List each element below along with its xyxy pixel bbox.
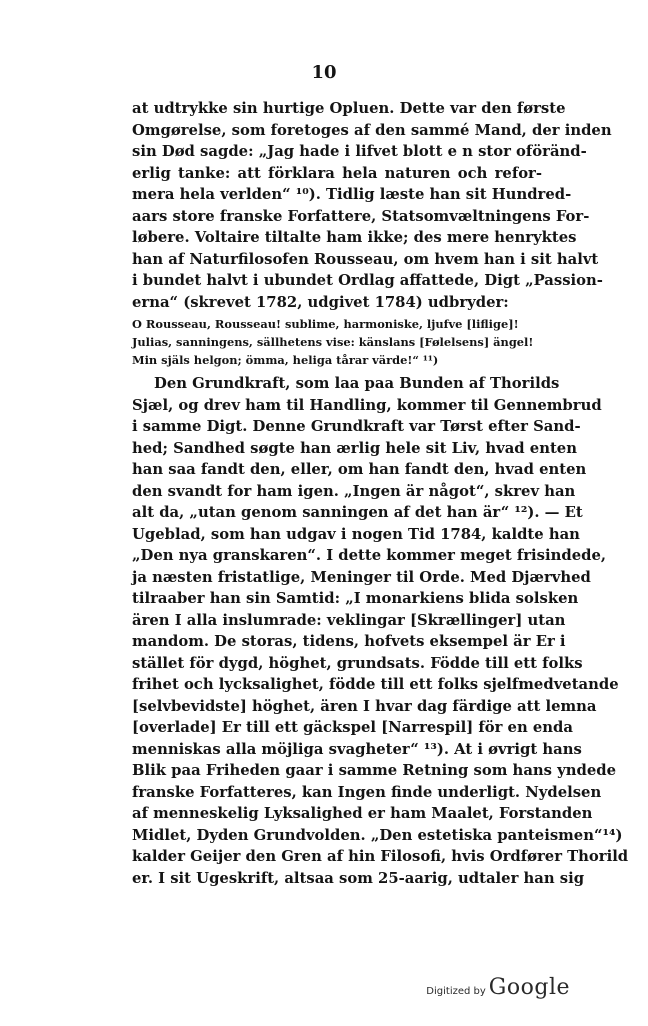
text-line: den svandt for ham igen. „Ingen är något“, skrev han [132,482,576,500]
text-line: [overlade] Er till ett gäckspel [Narrespil] för en enda [132,719,573,736]
text-line: Blik paa Friheden gaar i samme Retning som hans yndede [132,762,617,779]
quote-line: O Rousseau, Rousseau! sublime, harmoniske, ljufve [liflige]! [132,317,519,331]
quote-line: Julias, sanningens, sällhetens vise: känslans [Følelsens] ängel! [132,335,534,349]
google-logo: Google [488,975,570,1000]
text-line: menniskas alla möjliga svagheter“ ¹³). At i øvrigt hans [132,740,582,758]
text-line: [selvbevidste] höghet, ären I hvar dag färdige att lemna [132,697,597,715]
text-line: tilraaber han sin Samtid: „I monarkiens blida solsken [132,590,579,607]
text-line: Omgørelse, som foretoges af den sammé Mand, der inden [132,121,612,139]
text-line: han af Naturfilosofen Rousseau, om hvem han i sit halvt [132,250,599,268]
text-line: stället för dygd, höghet, grundsats. Födde till ett folks [132,654,583,672]
text-line: af menneskelig Lyksalighed er ham Maalet, Forstanden [132,805,593,822]
page-number: 10 [311,62,337,83]
paragraph-1 [132,98,612,313]
text-line: i bundet halvt i ubundet Ordlag affattede, Digt „Passion- [132,272,603,289]
text-line: Den Grundkraft, som laa paa Bunden af Thorilds [154,375,560,392]
text-line: kalder Geijer den Gren af hin Filosofi, hvis Ordfører Thorild [132,848,629,865]
text-line: i samme Digt. Denne Grundkraft var Tørst efter Sand- [132,418,581,435]
text-line: ären I alla inslumrade: veklingar [Skrællinger] utan [132,611,566,629]
text-line: sin Død sagde: „Jag hade i lifvet blott e n stor oföränd- [132,143,587,160]
text-line: ja næsten fristatlige, Meninger til Orde. Med Djærvhed [132,568,591,586]
text-line: frihet och lycksalighet, födde till ett folks sjelfmedvetande [132,676,619,693]
text-line: Midlet, Dyden Grundvolden. „Den estetiska panteismen“¹⁴) [132,826,623,844]
text-line: han saa fandt den, eller, om han fandt den, hvad enten [132,461,587,478]
text-line: er. I sit Ugeskrift, altsaa som 25-aarig, udtaler han sig [132,869,585,887]
text-line: erna“ (skrevet 1782, udgivet 1784) udbryder: [132,293,509,311]
text-line: alt da, „utan genom sanningen af det han är“ ¹²). — Et [132,504,583,521]
text-line: franske Forfatteres, kan Ingen finde underligt. Nydelsen [132,783,602,801]
block-quote [132,315,542,369]
text-line: mera hela verlden“ ¹⁰). Tidlig læste han sit Hundred- [132,186,572,203]
text-line: hed; Sandhed søgte han ærlig hele sit Liv, hvad enten [132,439,577,457]
text-line: mandom. De storas, tidens, hofvets eksempel är Er i [132,633,566,650]
paragraph-2 [132,373,629,889]
text-line: „Den nya granskaren“. I dette kommer meget frisindede, [132,547,607,564]
digitized-by-google-mark [426,975,570,1000]
text-line: løbere. Voltaire tiltalte ham ikke; des mere henryktes [132,229,577,246]
text-line: erlig tanke: att förklara hela naturen och refor- [132,164,542,182]
quote-line: Min själs helgon; ömma, heliga tårar värde!“ ¹¹) [132,353,439,367]
digitized-by-label: Digitized by [426,986,486,997]
text-line: aars store franske Forfattere, Statsomvæltningens For- [132,207,590,225]
text-line: Ugeblad, som han udgav i nogen Tid 1784, kaldte han [132,525,580,543]
body-text [132,98,629,889]
text-line: at udtrykke sin hurtige Opluen. Dette var den første [132,100,566,117]
text-line: Sjæl, og drev ham til Handling, kommer til Gennembrud [132,396,602,414]
